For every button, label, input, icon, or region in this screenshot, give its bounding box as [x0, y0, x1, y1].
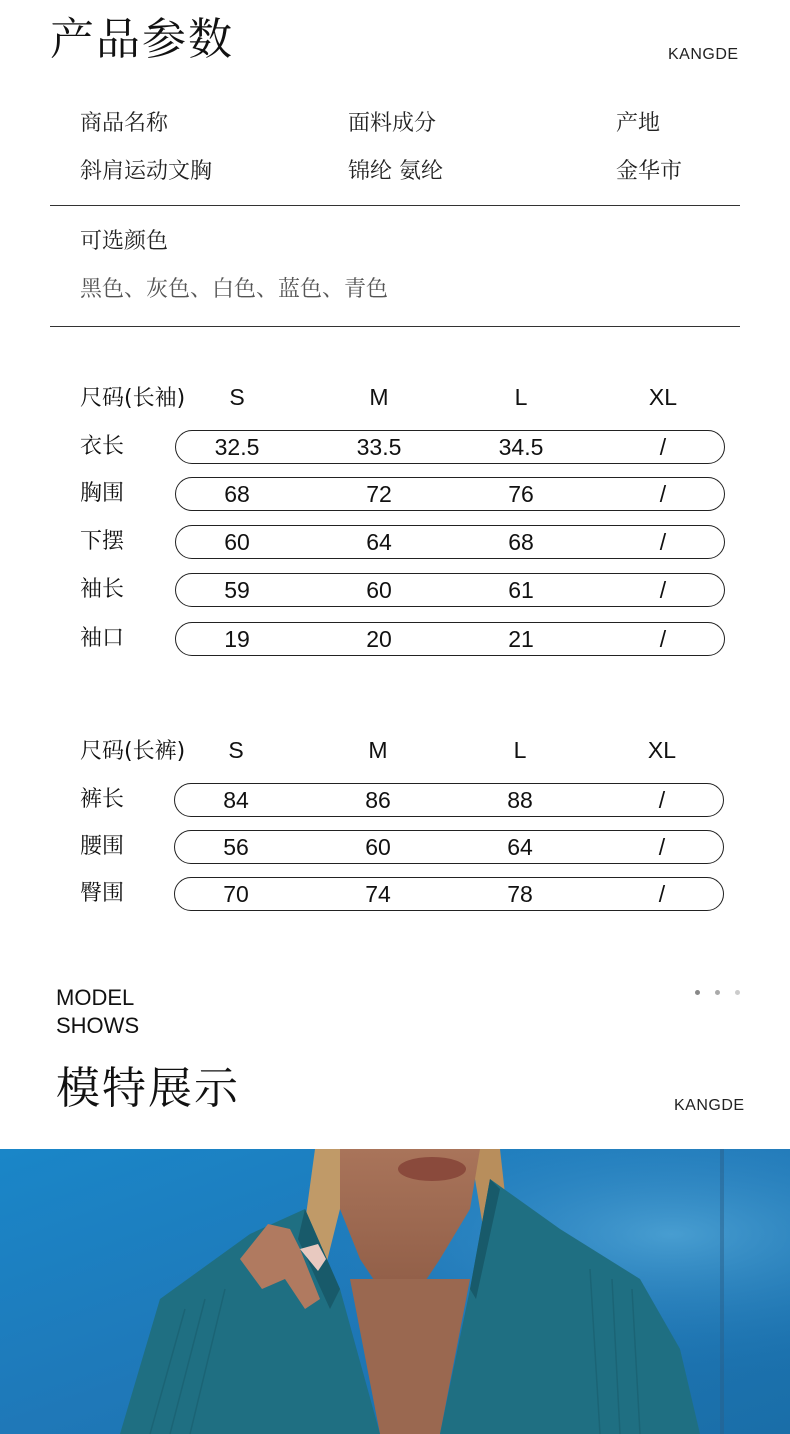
- table-cell: /: [659, 577, 667, 603]
- size-table-top: [0, 0, 790, 700]
- table-row-label: 胸围: [80, 481, 125, 506]
- table-row: [175, 573, 725, 607]
- model-photo-illustration: [0, 1149, 790, 1434]
- table-cell: 88: [507, 787, 533, 813]
- table-row-label: 臀围: [80, 881, 125, 906]
- table-cell: /: [658, 787, 666, 813]
- divider: [50, 205, 740, 206]
- table-cell: 33.5: [356, 434, 402, 460]
- dot-icon: [735, 990, 740, 995]
- size-col-s: S: [228, 737, 244, 763]
- brand-label: KANGDE: [668, 46, 739, 63]
- size-col-m: M: [368, 737, 388, 763]
- param-origin-label: 产地: [616, 111, 661, 136]
- size-table-top-heading: 尺码(长袖): [80, 386, 186, 411]
- size-col-l: L: [513, 737, 527, 763]
- divider: [50, 326, 740, 327]
- dot-icon: [695, 990, 700, 995]
- table-row-label: 衣长: [80, 434, 125, 459]
- table-cell: 56: [223, 834, 249, 860]
- table-cell: 64: [507, 834, 533, 860]
- table-cell: 60: [366, 577, 392, 603]
- table-cell: 60: [365, 834, 391, 860]
- table-cell: /: [659, 626, 667, 652]
- table-row: [175, 430, 725, 464]
- table-row: [174, 783, 724, 817]
- table-cell: 60: [224, 529, 250, 555]
- model-en-line1: MODEL: [56, 985, 135, 1010]
- table-cell: 78: [507, 881, 533, 907]
- table-cell: /: [659, 529, 667, 555]
- table-cell: 19: [224, 626, 250, 652]
- table-cell: 76: [508, 481, 534, 507]
- size-table-bottom-heading: 尺码(长裤): [80, 739, 186, 764]
- table-cell: 68: [508, 529, 534, 555]
- model-title: 模特展示: [56, 1063, 240, 1114]
- size-col-l: L: [514, 384, 528, 410]
- table-row: [174, 877, 724, 911]
- table-row-label: 下摆: [80, 529, 125, 554]
- table-row: [175, 622, 725, 656]
- page-title: 产品参数: [50, 14, 234, 65]
- size-col-xl: XL: [647, 737, 677, 763]
- table-cell: 68: [224, 481, 250, 507]
- size-col-m: M: [369, 384, 389, 410]
- table-cell: 20: [366, 626, 392, 652]
- table-cell: 59: [224, 577, 250, 603]
- table-cell: 70: [223, 881, 249, 907]
- table-row: [174, 830, 724, 864]
- table-cell: 74: [365, 881, 391, 907]
- param-fabric-label: 面料成分: [348, 111, 437, 136]
- table-cell: 61: [508, 577, 534, 603]
- table-cell: 86: [365, 787, 391, 813]
- param-origin-value: 金华市: [616, 159, 683, 184]
- table-row-label: 袖口: [80, 626, 125, 651]
- param-name-value: 斜肩运动文胸: [80, 159, 213, 184]
- model-photo: [0, 1149, 790, 1434]
- size-col-xl: XL: [648, 384, 678, 410]
- model-en-line2: SHOWS: [56, 1013, 140, 1038]
- table-cell: 34.5: [498, 434, 544, 460]
- table-cell: 32.5: [214, 434, 260, 460]
- table-row-label: 裤长: [80, 787, 125, 812]
- table-cell: /: [659, 481, 667, 507]
- param-color-label: 可选颜色: [80, 229, 169, 254]
- table-cell: /: [659, 434, 667, 460]
- table-row-label: 腰围: [80, 834, 125, 859]
- param-name-label: 商品名称: [80, 111, 169, 136]
- table-row: [175, 477, 725, 511]
- size-col-s: S: [229, 384, 245, 410]
- dot-icon: [715, 990, 720, 995]
- table-row: [175, 525, 725, 559]
- table-cell: 21: [508, 626, 534, 652]
- model-brand-label: KANGDE: [674, 1097, 745, 1114]
- table-row-label: 袖长: [80, 577, 125, 602]
- table-cell: 64: [366, 529, 392, 555]
- table-cell: /: [658, 834, 666, 860]
- table-cell: 72: [366, 481, 392, 507]
- param-fabric-value: 锦纶 氨纶: [348, 159, 443, 184]
- table-cell: 84: [223, 787, 249, 813]
- param-color-value: 黑色、灰色、白色、蓝色、青色: [80, 277, 389, 302]
- table-cell: /: [658, 881, 666, 907]
